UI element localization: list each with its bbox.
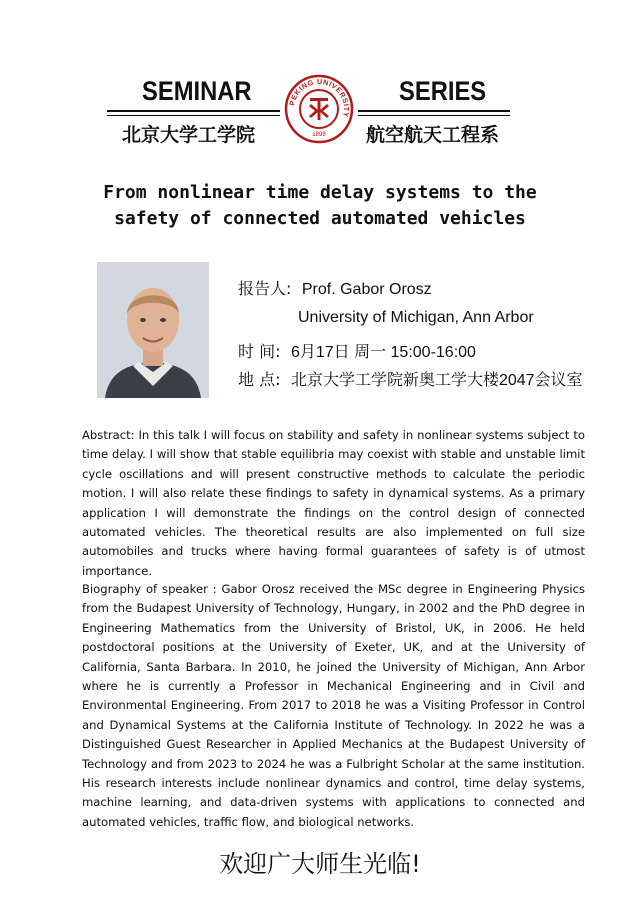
peking-university-seal-icon — [284, 74, 354, 144]
header-rule-left — [107, 110, 280, 112]
header-rule-right-thin — [358, 115, 510, 116]
welcome-message: 欢迎广大师生光临! — [219, 850, 421, 878]
talk-title-line-2: safety of connected automated vehicles — [114, 208, 526, 229]
talk-title — [20, 180, 620, 232]
speaker-affiliation: University of Michigan, Ann Arbor — [298, 309, 534, 326]
place-line — [238, 367, 583, 390]
series-word: SERIES — [399, 76, 487, 106]
speaker-label: 报告人: — [238, 279, 292, 298]
header-rule-left-thin — [107, 115, 280, 116]
time-line — [238, 339, 476, 362]
abstract-paragraph: Abstract: In this talk I will focus on stability and safety in nonlinear systems subject to time delay. I will show that stable equilibria may coexist with stable and unstable limit cycle oscillations and will present constructive methods to calculate the periodic motion. I will also relate these findings to safety in dynamical systems. As a primary application I will demonstrate the findings on the control design of connected automated vehicles. The theoretical results are also implemented on full size automobiles and trucks where having formal guarantees of safety is of utmost importance. — [82, 428, 585, 578]
speaker-line — [238, 276, 432, 299]
seal-ring-text: PEKING UNIVERSITY — [287, 76, 352, 119]
seminar-word: SEMINAR — [142, 76, 252, 106]
place-value: 北京大学工学院新奥工学大楼2047会议室 — [290, 372, 583, 389]
department-name: 航空航天工程系 — [366, 124, 500, 146]
speaker-name: Prof. Gabor Orosz — [301, 281, 432, 298]
college-name: 北京大学工学院 — [122, 124, 256, 146]
seminar-header — [0, 0, 640, 160]
talk-title-line-1: From nonlinear time delay systems to the — [103, 182, 537, 203]
seal-year: 1898 — [312, 132, 326, 138]
header-rule-right — [358, 110, 510, 112]
time-label: 时 间: — [238, 342, 281, 361]
place-label: 地 点: — [238, 370, 281, 389]
biography-paragraph: Biography of speaker : Gabor Orosz received the MSc degree in Engineering Physics from the Budapest University of Technology, Hungary, in 2002 and the PhD degree in Engineering Mathematics from the University of Bristol, UK, in 2006. He held postdoctoral positions at the University of Exeter, UK, and at the University of California, Santa Barbara. In 2010, he joined the University of Michigan, Ann Arbor where he is currently a Professor in Mechanical Engineering and in Civil and Environmental Engineering. From 2017 to 2018 he was a Visiting Professor in Control and Dynamical Systems at the California Institute of Technology. In 2022 he was a Distinguished Guest Researcher in Applied Mechanics at the Budapest University of Technology and from 2023 to 2024 he was a Fulbright Scholar at the same institution. His research interests include nonlinear dynamics and control, time delay systems, machine learning, and data-driven systems with applications to connected and automated vehicles, traffic flow, and biological networks. — [82, 582, 585, 829]
speaker-portrait-icon — [97, 262, 209, 398]
time-value: 6月17日 周一 15:00-16:00 — [290, 344, 476, 361]
